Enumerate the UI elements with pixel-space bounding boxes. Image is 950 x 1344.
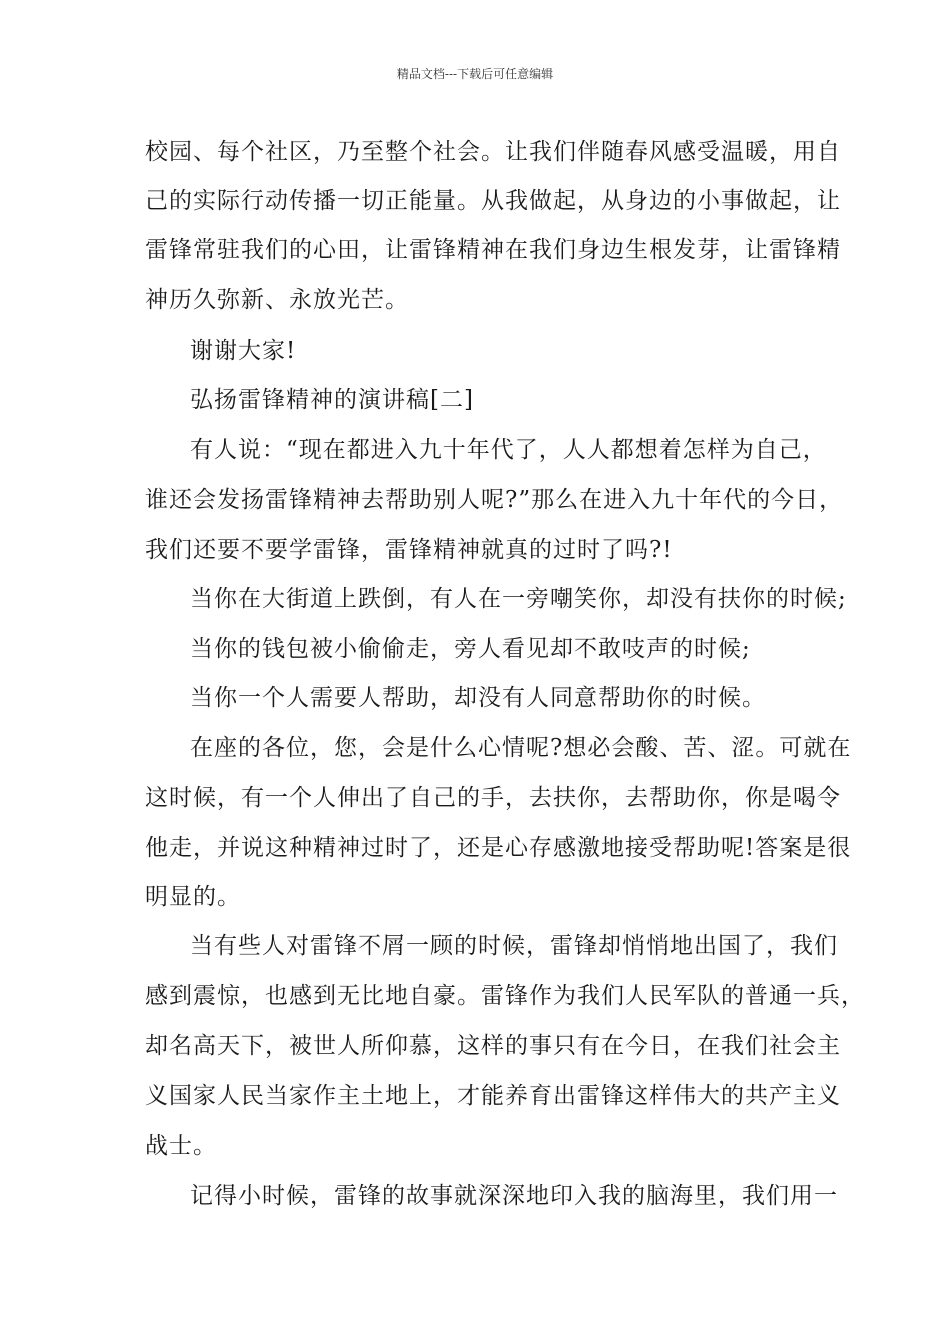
text-line: 当你一个人需要人帮助，却没有人同意帮助你的时候。 xyxy=(190,685,766,711)
closing-line: 谢谢大家! xyxy=(190,338,297,364)
text-line: 神历久弥新、永放光芒。 xyxy=(145,287,409,313)
text-line: 明显的。 xyxy=(145,884,241,910)
text-line: 有人说：“现在都进入九十年代了，人人都想着怎样为自己， xyxy=(190,437,827,463)
text-line: 记得小时候，雷锋的故事就深深地印入我的脑海里，我们用一 xyxy=(190,1183,838,1209)
text-line: 感到震惊，也感到无比地自豪。雷锋作为我们人民军队的普通一兵， xyxy=(145,983,865,1009)
text-line: 战士。 xyxy=(145,1133,217,1159)
text-line: 己的实际行动传播一切正能量。从我做起，从身边的小事做起，让 xyxy=(145,188,841,214)
text-line: 我们还要不要学雷锋，雷锋精神就真的过时了吗?! xyxy=(145,537,673,563)
text-line: 当你在大街道上跌倒，有人在一旁嘲笑你，却没有扶你的时候; xyxy=(190,586,847,612)
page-header: 精品文档---下载后可任意编辑 xyxy=(396,67,554,81)
text-line: 在座的各位，您，会是什么心情呢?想必会酸、苦、涩。可就在 xyxy=(190,735,852,761)
text-line: 义国家人民当家作主土地上，才能养育出雷锋这样伟大的共产主义 xyxy=(145,1083,841,1109)
text-line: 当有些人对雷锋不屑一顾的时候，雷锋却悄悄地出国了，我们 xyxy=(190,933,838,959)
text-line: 雷锋常驻我们的心田，让雷锋精神在我们身边生根发芽，让雷锋精 xyxy=(145,237,841,263)
section-title: 弘扬雷锋精神的演讲稿[二] xyxy=(190,387,474,413)
text-line: 这时候，有一个人伸出了自己的手，去扶你，去帮助你，你是喝令 xyxy=(145,785,841,811)
text-line: 却名高天下，被世人所仰慕，这样的事只有在今日，在我们社会主 xyxy=(145,1033,841,1059)
text-line: 他走，并说这种精神过时了，还是心存感激地接受帮助呢!答案是很 xyxy=(145,835,852,861)
text-line: 谁还会发扬雷锋精神去帮助别人呢?”那么在进入九十年代的今日， xyxy=(145,487,844,513)
text-line: 校园、每个社区，乃至整个社会。让我们伴随春风感受温暖，用自 xyxy=(145,139,841,165)
text-line: 当你的钱包被小偷偷走，旁人看见却不敢吱声的时候; xyxy=(190,636,751,662)
